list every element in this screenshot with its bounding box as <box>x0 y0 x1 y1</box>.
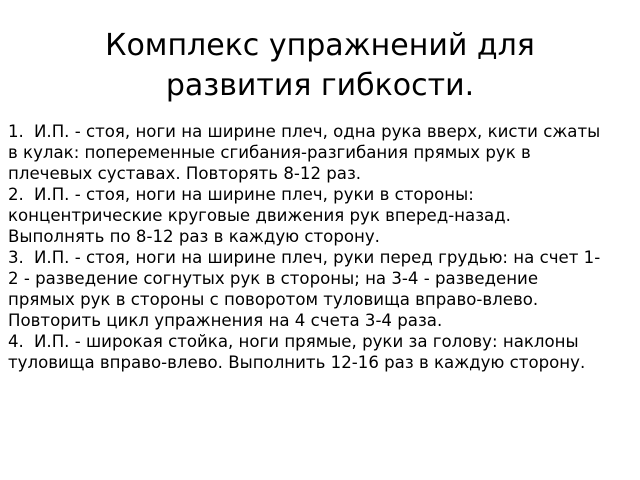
slide-title-line-1: Комплекс упражнений для <box>105 28 535 63</box>
exercise-text-4: И.П. - широкая стойка, ноги прямые, руки за голову: наклоны туловища вправо-влево. Выполнить 12-16 раз в каждую сторону. <box>8 332 586 372</box>
exercise-item-3 <box>8 247 608 331</box>
slide-title-line-2: развития гибкости. <box>165 68 475 103</box>
exercise-text-2: И.П. - стоя, ноги на ширине плеч, руки в стороны: концентрические круговые движения рук вперед-назад. Выполнять по 8-12 раз в каждую сторону. <box>8 185 511 246</box>
exercise-text-1: И.П. - стоя, ноги на ширине плеч, одна рука вверх, кисти сжаты в кулак: попеременные сгибания-разгибания прямых рук в плечевых суставах. Повторять 8-12 раз. <box>8 122 601 183</box>
exercise-list <box>8 121 608 373</box>
exercise-text-3: И.П. - стоя, ноги на ширине плеч, руки перед грудью: на счет 1-2 - разведение согнутых рук в стороны; на 3-4 - разведение прямых рук в стороны с поворотом туловища вправо-влево. Повторить цикл упражнения на 4 счета 3-4 раза. <box>8 248 601 330</box>
exercise-number-3: 3. <box>8 248 24 267</box>
exercise-number-2: 2. <box>8 185 24 204</box>
exercise-number-1: 1. <box>8 122 24 141</box>
exercise-item-1 <box>8 121 608 184</box>
slide-title <box>40 26 600 106</box>
exercise-item-4 <box>8 331 608 373</box>
exercise-number-4: 4. <box>8 332 24 351</box>
exercise-item-2 <box>8 184 608 247</box>
